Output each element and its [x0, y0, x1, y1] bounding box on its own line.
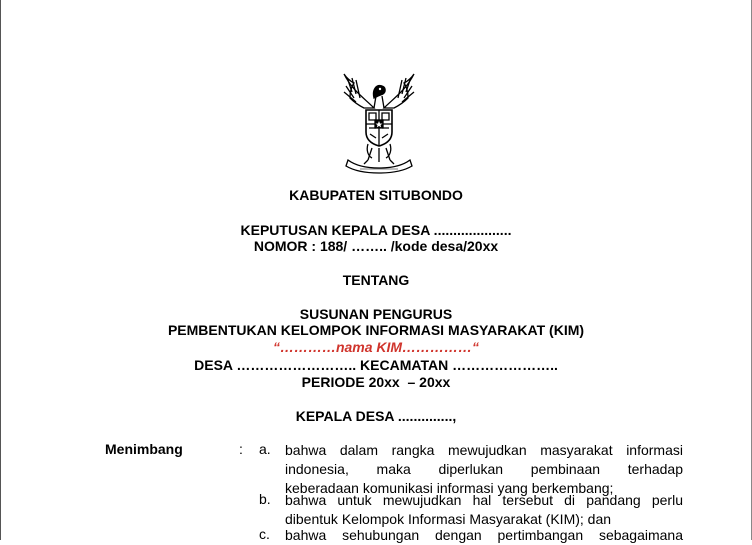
- considering-item-a: [259, 441, 683, 498]
- decree-title: KEPUTUSAN KEPALA DESA ....................: [240, 222, 512, 238]
- item-line: bahwa dalam rangka mewujudkan masyarakat informasi: [285, 442, 683, 458]
- subject-line-2: PEMBENTUKAN KELOMPOK INFORMASI MASYARAKAT (KIM): [167, 322, 585, 338]
- page-left-edge: [0, 0, 1, 540]
- considering-item-b: [259, 491, 683, 529]
- item-letter: c.: [259, 526, 270, 542]
- regency-name: KABUPATEN SITUBONDO: [289, 187, 463, 203]
- item-line: bahwa untuk mewujudkan hal tersebut di pandang perlu: [285, 492, 683, 508]
- kim-name-placeholder: “…………nama KIM……………“: [272, 339, 480, 355]
- considering-item-c: [259, 526, 683, 545]
- head-of-village: KEPALA DESA ..............,: [295, 408, 457, 424]
- village-district-line: DESA …………………….. KECAMATAN …………………..: [194, 357, 558, 373]
- item-text: [285, 441, 683, 498]
- decree-number: NOMOR : 188/ …….. /kode desa/20xx: [253, 238, 499, 254]
- item-text: [285, 491, 683, 529]
- subject-line-1: SUSUNAN PENGURUS: [299, 306, 453, 322]
- item-line: dibentuk Kelompok Informasi Masyarakat (KIM); dan: [285, 511, 612, 527]
- item-letter: a.: [259, 441, 271, 457]
- considering-colon: :: [239, 441, 243, 457]
- item-line: keberadaan komunikasi informasi yang berkembang;: [285, 480, 614, 496]
- period-line: PERIODE 20xx – 20xx: [301, 374, 451, 390]
- item-text: [285, 526, 683, 545]
- about-heading: TENTANG: [342, 272, 410, 288]
- considering-label: Menimbang: [105, 441, 183, 457]
- garuda-emblem-icon: [338, 68, 420, 174]
- item-line: indonesia, maka diperlukan pembinaan terhadap: [285, 461, 683, 477]
- item-line: bahwa sehubungan dengan pertimbangan sebagaimana: [285, 527, 683, 543]
- item-letter: b.: [259, 491, 271, 507]
